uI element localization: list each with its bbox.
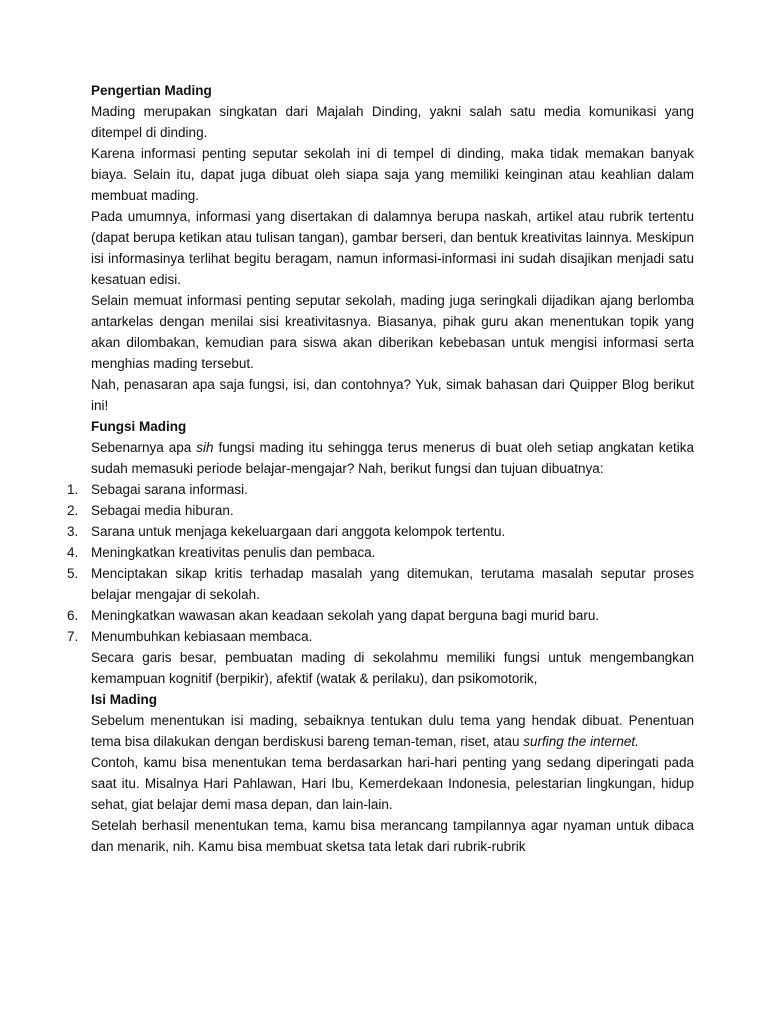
heading-fungsi-mading: Fungsi Mading bbox=[91, 419, 187, 434]
list-item-text: Sebagai media hiburan. bbox=[91, 503, 234, 518]
paragraph-pengertian-5: Nah, penasaran apa saja fungsi, isi, dan contohnya? Yuk, simak bahasan dari Quipper Blog berikut ini! bbox=[91, 377, 694, 413]
document-page bbox=[67, 80, 694, 857]
list-item-number: 6. bbox=[67, 608, 79, 623]
list-item bbox=[67, 479, 694, 500]
paragraph-pengertian-2: Karena informasi penting seputar sekolah ini di tempel di dinding, maka tidak memakan banyak biaya. Selain itu, dapat juga dibuat oleh siapa saja yang memiliki keinginan atau keahlian dalam membuat mading. bbox=[91, 146, 694, 203]
paragraph-isi-3: Setelah berhasil menentukan tema, kamu bisa merancang tampilannya agar nyaman untuk dibaca dan menarik, nih. Kamu bisa membuat sketsa tata letak dari rubrik-rubrik bbox=[91, 818, 694, 854]
heading-isi-mading: Isi Mading bbox=[91, 692, 158, 707]
paragraph-pengertian-1: Mading merupakan singkatan dari Majalah Dinding, yakni salah satu media komunikasi yang ditempel di dinding. bbox=[91, 104, 694, 140]
heading-pengertian-mading: Pengertian Mading bbox=[91, 83, 212, 98]
list-item-number: 2. bbox=[67, 503, 79, 518]
list-item-text: Sarana untuk menjaga kekeluargaan dari anggota kelompok tertentu. bbox=[91, 524, 506, 539]
list-item bbox=[67, 626, 694, 647]
list-item-text: Meningkatkan kreativitas penulis dan pembaca. bbox=[91, 545, 376, 560]
list-item-number: 7. bbox=[67, 629, 79, 644]
fungsi-intro-italic: sih bbox=[196, 440, 214, 455]
list-item-number: 4. bbox=[67, 545, 79, 560]
list-item-number: 1. bbox=[67, 482, 79, 497]
fungsi-intro-text-a: Sebenarnya apa bbox=[91, 440, 197, 455]
list-item bbox=[67, 542, 694, 563]
paragraph-pengertian-3: Pada umumnya, informasi yang disertakan di dalamnya berupa naskah, artikel atau rubrik tertentu (dapat berupa ketikan atau tulisan tangan), gambar berseri, dan bentuk kreativitas lainnya. Meskipun isi informasinya terlihat begitu beragam, namun informasi-informasi ini sudah disajikan menjadi satu kesatuan edisi. bbox=[91, 209, 694, 287]
list-item-text: Sebagai sarana informasi. bbox=[91, 482, 248, 497]
list-item-number: 3. bbox=[67, 524, 79, 539]
isi-1-text: Sebelum menentukan isi mading, sebaiknya tentukan dulu tema yang hendak dibuat. Penentuan tema bisa dilakukan dengan berdiskusi bareng teman-teman, riset, atau bbox=[91, 713, 694, 749]
paragraph-pengertian-4: Selain memuat informasi penting seputar sekolah, mading juga seringkali dijadikan ajang berlomba antarkelas dengan menilai sisi kreativitasnya. Biasanya, pihak guru akan menentukan topik yang akan dilombakan, kemudian para siswa akan diberikan kebebasan untuk mengisi informasi serta menghias mading tersebut. bbox=[91, 293, 694, 371]
list-item-text: Menciptakan sikap kritis terhadap masalah yang ditemukan, terutama masalah seputar proses belajar mengajar di sekolah. bbox=[91, 566, 694, 602]
list-item bbox=[67, 500, 694, 521]
list-item-text: Meningkatkan wawasan akan keadaan sekolah yang dapat berguna bagi murid baru. bbox=[91, 608, 600, 623]
list-item-text: Menumbuhkan kebiasaan membaca. bbox=[91, 629, 313, 644]
paragraph-fungsi-summary: Secara garis besar, pembuatan mading di sekolahmu memiliki fungsi untuk mengembangkan kemampuan kognitif (berpikir), afektif (watak & perilaku), dan psikomotorik, bbox=[91, 650, 694, 686]
paragraph-fungsi-intro bbox=[91, 437, 694, 479]
list-item bbox=[67, 563, 694, 605]
paragraph-isi-2: Contoh, kamu bisa menentukan tema berdasarkan hari-hari penting yang sedang diperingati pada saat itu. Misalnya Hari Pahlawan, Hari Ibu, Kemerdekaan Indonesia, pelestarian lingkungan, hidup sehat, giat belajar demi masa depan, dan lain-lain. bbox=[91, 755, 694, 812]
list-item bbox=[67, 521, 694, 542]
fungsi-intro-text-b: fungsi mading itu sehingga terus menerus di buat oleh setiap angkatan ketika sudah memasuki periode belajar-mengajar? Nah, berikut fungsi dan tujuan dibuatnya: bbox=[91, 440, 694, 476]
list-item bbox=[67, 605, 694, 626]
isi-1-italic: surfing the internet. bbox=[523, 734, 639, 749]
paragraph-isi-1 bbox=[91, 710, 694, 752]
fungsi-list bbox=[67, 479, 694, 647]
list-item-number: 5. bbox=[67, 566, 79, 581]
